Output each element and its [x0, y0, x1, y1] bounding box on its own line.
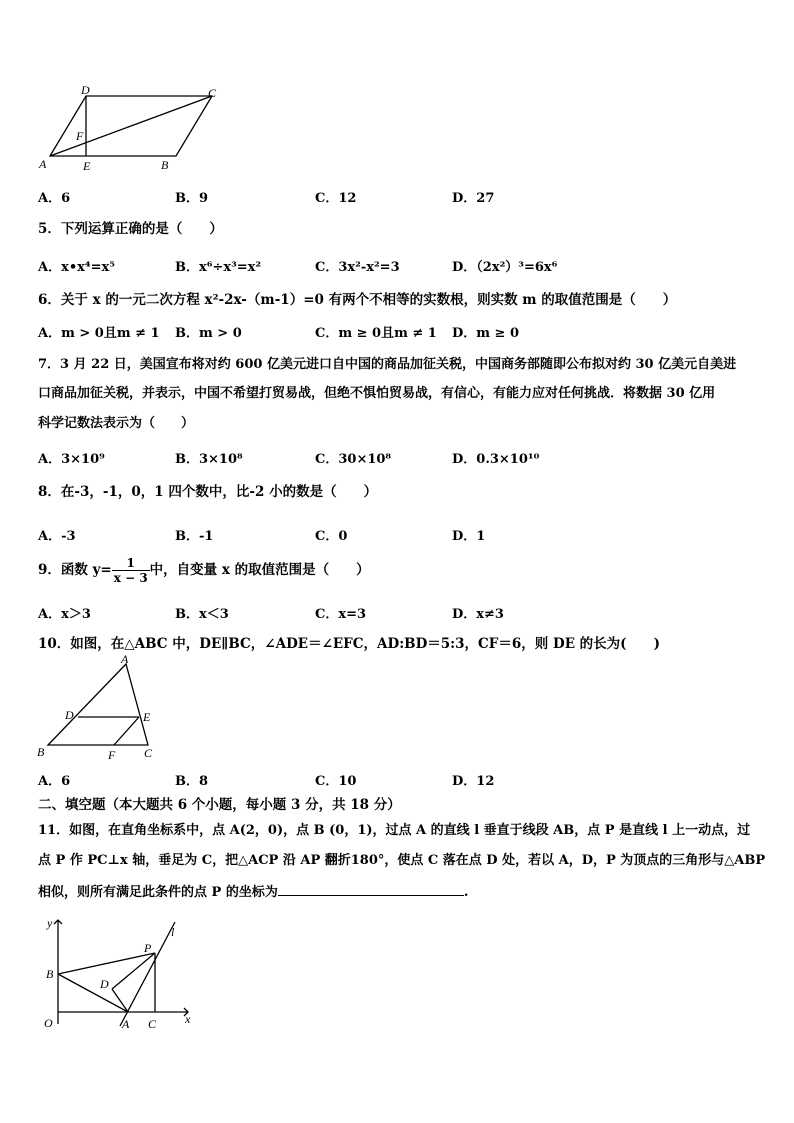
q10-option-b: B．8 [175, 774, 209, 789]
q7-option-a: A．3×10⁹ [38, 452, 105, 467]
q10-stem: 10．如图，在△ABC 中，DE∥BC，∠ADE＝∠EFC，AD:BD＝5:3，CF＝6，则 DE 的长为( ) [38, 636, 660, 652]
label-a: A [39, 157, 47, 171]
q11-coordinate-figure [38, 912, 203, 1032]
q4-option-d: D．27 [452, 191, 495, 206]
q9-suffix: 中，自变量 x 的取值范围是（ ） [149, 562, 370, 578]
label-a: A [122, 1017, 130, 1031]
q9-fraction-numerator: 1 [112, 556, 150, 571]
q8-option-c: C．0 [315, 529, 348, 544]
q11-line-3-text: 相似，则所有满足此条件的点 P 的坐标为 [38, 885, 278, 900]
q4-option-a: A．6 [38, 191, 71, 206]
label-d: D [81, 83, 90, 97]
q8-stem: 8．在-3，-1，0，1 四个数中，比-2 小的数是（ ） [38, 484, 378, 500]
label-b: B [161, 158, 169, 172]
q9-fraction [112, 556, 150, 585]
q7-option-c: C．30×10⁸ [315, 452, 392, 467]
label-d: D [65, 708, 74, 722]
q5-option-b: B．x⁶÷x³=x² [175, 260, 262, 275]
q5-stem: 5．下列运算正确的是（ ） [38, 221, 223, 237]
q9-fraction-denominator: x − 3 [113, 571, 148, 585]
label-x: x [185, 1012, 191, 1026]
q6-option-d: D．m ≥ 0 [452, 326, 520, 341]
q6-option-b: B．m > 0 [175, 326, 242, 341]
q4-option-b: B．9 [175, 191, 209, 206]
q7-option-d: D．0.3×10¹⁰ [452, 452, 540, 467]
label-b: B [37, 745, 45, 759]
q6-option-a: A．m > 0且m ≠ 1 [38, 326, 160, 341]
q10-triangle-figure [30, 652, 170, 764]
q11-line-3 [38, 882, 468, 903]
q7-line-3: 科学记数法表示为（ ） [38, 416, 195, 431]
triangle-abc [48, 664, 148, 745]
q9-option-d: D．x≠3 [452, 607, 504, 622]
label-l: l [171, 925, 175, 939]
q11-line-2: 点 P 作 PC⊥x 轴，垂足为 C，把△ACP 沿 AP 翻折180°，使点 C 落在点 D 处，若以 A，D，P 为顶点的三角形与△ABP [38, 853, 766, 868]
q7-option-b: B．3×10⁸ [175, 452, 243, 467]
q11-line-3-end: . [463, 885, 469, 900]
q9-stem [38, 556, 370, 585]
section-fill-in-heading: 二、填空题（本大题共 6 个小题，每小题 3 分，共 18 分） [38, 797, 401, 813]
segment-ba [58, 974, 128, 1012]
label-f: F [108, 748, 116, 762]
label-c: C [144, 746, 153, 760]
label-f: F [76, 129, 84, 143]
q5-option-a: A．x•x⁴=x⁵ [38, 260, 115, 275]
label-e: E [143, 710, 151, 724]
q9-option-b: B．x＜3 [175, 607, 229, 622]
segment-bp [58, 953, 155, 974]
q8-option-a: A．-3 [38, 529, 76, 544]
label-e: E [83, 159, 91, 173]
q11-answer-blank[interactable] [278, 882, 464, 896]
segment-ef [114, 717, 139, 745]
q7-line-2: 口商品加征关税，并表示，中国不希望打贸易战，但绝不惧怕贸易战，有信心，有能力应对任何挑战．将数据 30 亿用 [38, 386, 716, 401]
q10-option-a: A．6 [38, 774, 71, 789]
label-c: C [208, 86, 217, 100]
label-o: O [44, 1016, 53, 1030]
q6-stem: 6．关于 x 的一元二次方程 x²-2x-（m-1）=0 有两个不相等的实数根，则实数 m 的取值范围是（ ） [38, 292, 677, 308]
q7-line-1: 7．3 月 22 日，美国宣布将对约 600 亿美元进口自中国的商品加征关税，中国商务部随即公布拟对约 30 亿美元自美进 [38, 357, 737, 372]
q9-option-c: C．x=3 [315, 607, 367, 622]
q10-option-c: C．10 [315, 774, 357, 789]
label-y: y [47, 916, 53, 930]
diagonal-ac [50, 96, 212, 156]
label-b: B [46, 967, 54, 981]
q5-option-c: C．3x²-x²=3 [315, 260, 400, 275]
q4-parallelogram-figure [30, 80, 230, 175]
q8-option-d: D．1 [452, 529, 486, 544]
q8-option-b: B．-1 [175, 529, 214, 544]
label-a: A [121, 652, 129, 666]
q10-option-d: D．12 [452, 774, 495, 789]
q4-option-c: C．12 [315, 191, 357, 206]
q9-option-a: A．x＞3 [38, 607, 91, 622]
line-l [120, 922, 175, 1026]
q11-line-1: 11．如图，在直角坐标系中，点 A(2，0)，点 B (0，1)，过点 A 的直线 l 垂直于线段 AB，点 P 是直线 l 上一动点，过 [38, 823, 751, 838]
label-c: C [148, 1017, 157, 1031]
label-d: D [100, 977, 109, 991]
segment-da [112, 989, 128, 1012]
q6-option-c: C．m ≥ 0且m ≠ 1 [315, 326, 437, 341]
label-p: P [144, 941, 152, 955]
q5-option-d: D．（2x²）³=6x⁶ [452, 260, 558, 275]
q9-prefix: 9．函数 y= [38, 562, 112, 578]
